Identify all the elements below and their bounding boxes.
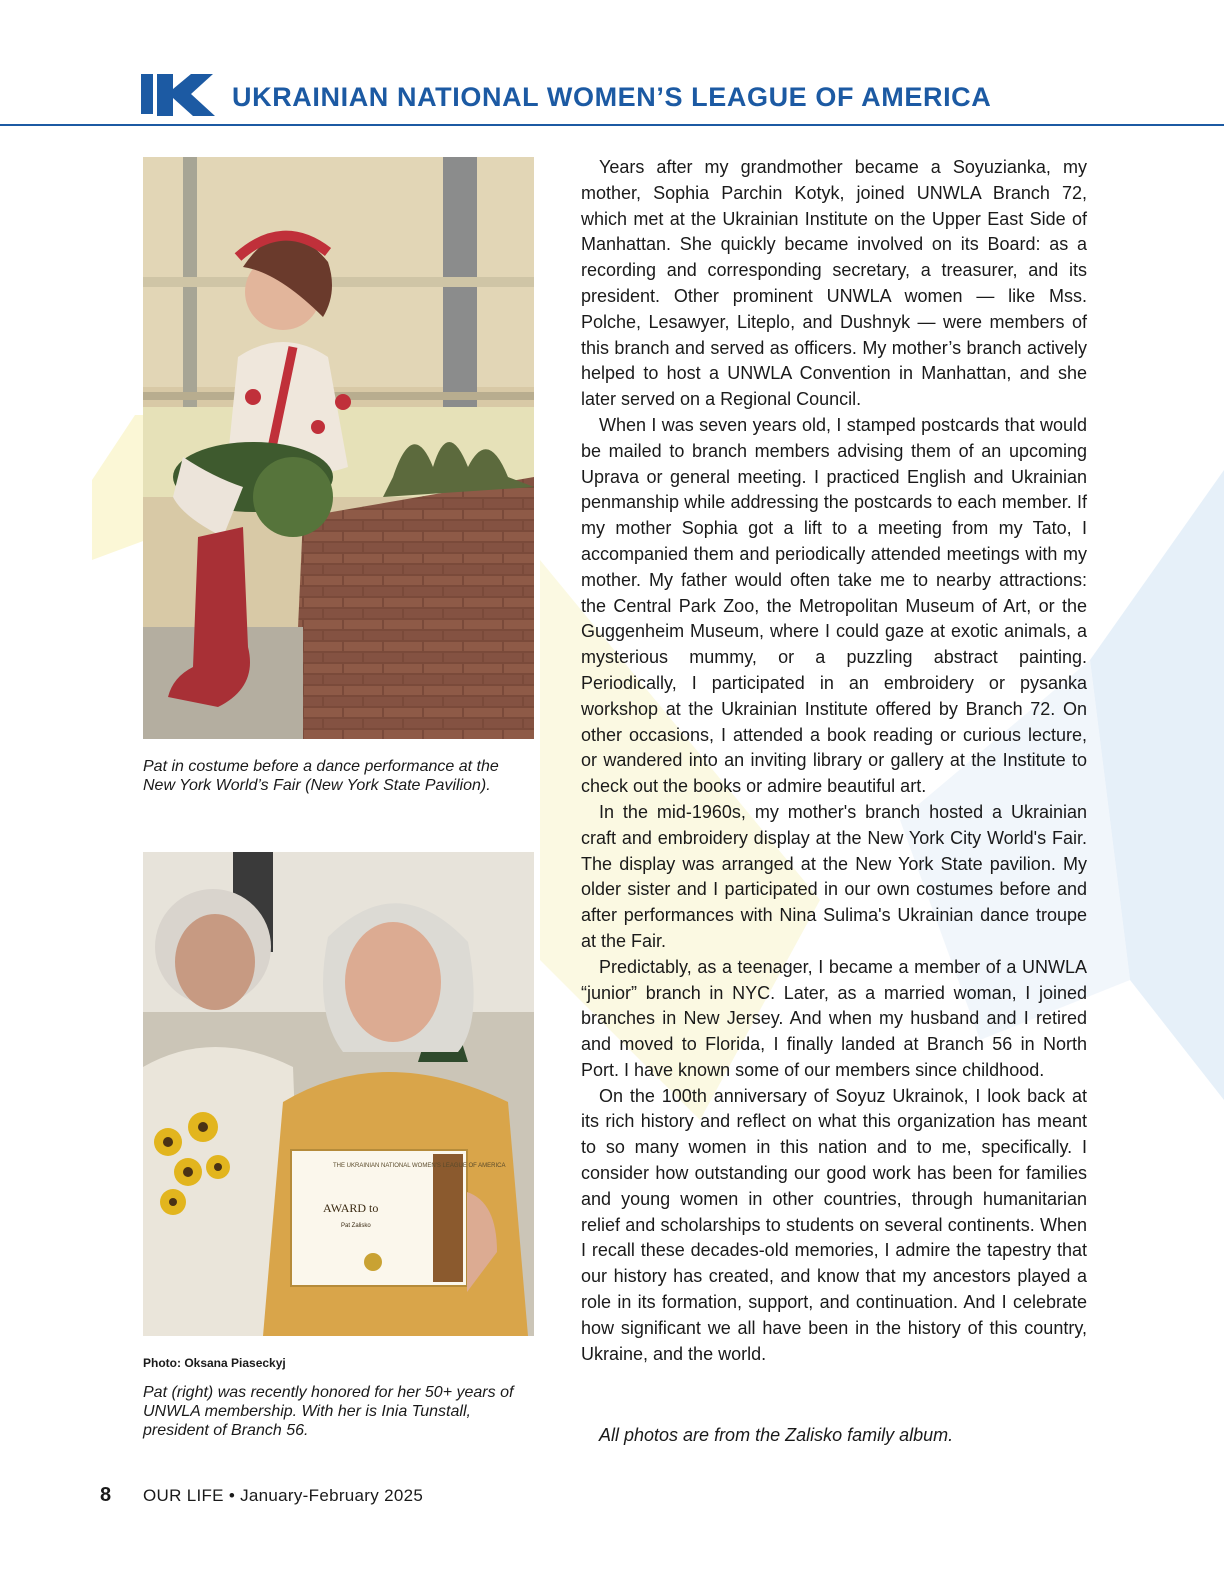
article-paragraph: In the mid-1960s, my mother's branch hosted a Ukrainian craft and embroidery display at the New York City World's Fair. The display was arranged at the New York State pavilion. My older sister and I participated in our own costumes before and after performances with Nina Sulima's Ukrainian dance troupe at the Fair. xyxy=(581,801,1087,951)
photo-caption-2: Pat (right) was recently honored for her 50+ years of UNWLA membership. With her is Inia Tunstall, president of Branch 56. xyxy=(143,1384,514,1439)
article-paragraph: When I was seven years old, I stamped postcards that would be mailed to branch members advising them of an upcoming Uprava or general meeting. I practiced English and Ukrainian penmanship while addressing the postcards to each member. If my mother Sophia got a lift to a meeting from my Tato, I accompanied them and periodically attended meetings with my mother. My father would often take me to nearby attractions: the Central Park Zoo, the Metropolitan Museum of Art, or the Guggenheim Museum, where I could gaze at exotic animals, a mysterious mummy, or a puzzling abstract painting. Periodically, I participated in an embroidery or pysanka workshop at the Ukrainian Institute offered by Branch 72. On other occasions, I attended a book reading or curious lecture, or wandered into an inviting library or gallery at the Institute to check out the books or admire beautiful art. xyxy=(581,414,1087,797)
magazine-issue: OUR LIFE • January-February 2025 xyxy=(143,1486,424,1505)
photo-credit: Photo: Oksana Piaseckyj xyxy=(143,1356,286,1370)
certificate-heading: THE UKRAINIAN NATIONAL WOMEN'S LEAGUE OF AMERICA xyxy=(333,1163,506,1169)
article-paragraph: Years after my grandmother became a Soyuzianka, my mother, Sophia Parchin Kotyk, joined UNWLA Branch 72, which met at the Ukrainian Institute on the Upper East Side of Manhattan. She quickly became involved on its Board: as a recording and corresponding secretary, a treasurer, and its president. Other prominent UNWLA women — like Mss. Polche, Lesawyer, Liteplo, and Dushnyk — were members of this branch and served as officers. My mother’s branch actively helped to host a UNWLA Convention in Manhattan, and she later served on a Regional Council. xyxy=(581,157,1087,410)
article-body xyxy=(581,155,1087,1367)
photo-caption-1: Pat in costume before a dance performance at the New York World’s Fair (New York State Pavilion). xyxy=(143,758,499,794)
certificate-name: Pat Zalisko xyxy=(341,1223,371,1229)
page-number: 8 xyxy=(100,1484,112,1506)
photo-award-presentation xyxy=(143,852,534,1336)
article-paragraph: On the 100th anniversary of Soyuz Ukrainok, I look back at its rich history and reflect on what this organization has meant to so many women in this nation and to me, specifically. I consider how outstanding our good work has been for families and young women in other countries, through humanitarian relief and scholarships to students on several continents. When I recall these decades-old memories, I admire the tapestry that our history has created, and know that my ancestors played a role in its formation, support, and continuation. And I celebrate how significant we all have been in the history of this country, Ukraine, and the world. xyxy=(581,1085,1087,1364)
centennial-logo xyxy=(141,72,227,116)
header-divider xyxy=(0,124,1224,126)
photo-source-note: All photos are from the Zalisko family album. xyxy=(599,1425,954,1445)
certificate-award: AWARD to xyxy=(323,1201,379,1215)
article-paragraph: Predictably, as a teenager, I became a member of a UNWLA “junior” branch in NYC. Later, as a married woman, I joined branches in New Jersey. And when my husband and I retired and moved to Florida, I finally landed at Branch 56 in North Port. I have known some of our members since childhood. xyxy=(581,956,1087,1080)
vintage-photo-girl-in-costume xyxy=(143,157,534,739)
page-header xyxy=(0,70,1224,126)
organization-title: UKRAINIAN NATIONAL WOMEN’S LEAGUE OF AMERICA xyxy=(232,82,992,112)
